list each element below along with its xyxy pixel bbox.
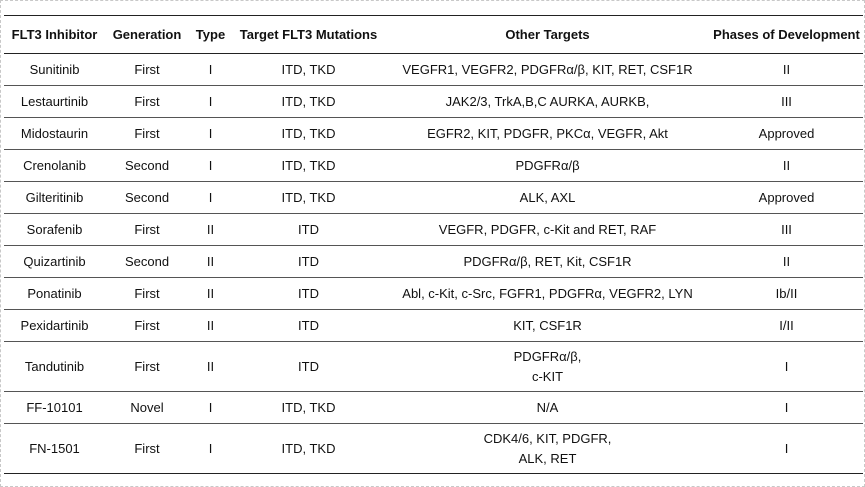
cell-inhibitor: Ponatinib bbox=[4, 278, 105, 310]
cell-phase: II bbox=[710, 246, 863, 278]
cell-mutations: ITD, TKD bbox=[232, 182, 385, 214]
flt3-inhibitors-table bbox=[4, 15, 863, 474]
cell-generation: First bbox=[105, 424, 189, 474]
cell-phase: III bbox=[710, 86, 863, 118]
cell-inhibitor: FF-10101 bbox=[4, 392, 105, 424]
table-row bbox=[4, 214, 863, 246]
cell-type: II bbox=[189, 278, 232, 310]
other-targets-line: JAK2/3, TrkA,B,C AURKA, AURKB, bbox=[445, 93, 650, 109]
other-targets-line: PDGFRα/β, RET, Kit, CSF1R bbox=[463, 253, 632, 269]
cell-phase: I/II bbox=[710, 310, 863, 342]
cell-inhibitor: FN-1501 bbox=[4, 424, 105, 474]
cell-phase: II bbox=[710, 54, 863, 86]
cell-inhibitor: Tandutinib bbox=[4, 342, 105, 392]
cell-other-targets bbox=[385, 150, 710, 182]
cell-other-targets bbox=[385, 342, 710, 392]
other-targets-line: KIT, CSF1R bbox=[513, 317, 582, 333]
cell-other-targets bbox=[385, 54, 710, 86]
other-targets-line: EGFR2, KIT, PDGFR, PKCα, VEGFR, Akt bbox=[427, 125, 668, 141]
cell-type: I bbox=[189, 424, 232, 474]
cell-inhibitor: Sorafenib bbox=[4, 214, 105, 246]
cell-other-targets bbox=[385, 310, 710, 342]
cell-generation: First bbox=[105, 118, 189, 150]
cell-mutations: ITD, TKD bbox=[232, 86, 385, 118]
table-row bbox=[4, 118, 863, 150]
cell-mutations: ITD bbox=[232, 214, 385, 246]
cell-mutations: ITD bbox=[232, 278, 385, 310]
table-row bbox=[4, 54, 863, 86]
cell-inhibitor: Crenolanib bbox=[4, 150, 105, 182]
other-targets-line: ALK, AXL bbox=[519, 189, 576, 205]
header-other-targets: Other Targets bbox=[385, 16, 710, 54]
cell-generation: Second bbox=[105, 182, 189, 214]
other-targets-line: N/A bbox=[536, 399, 559, 415]
table-row bbox=[4, 392, 863, 424]
cell-other-targets bbox=[385, 246, 710, 278]
header-row bbox=[4, 16, 863, 54]
cell-other-targets bbox=[385, 214, 710, 246]
cell-other-targets bbox=[385, 278, 710, 310]
table-row bbox=[4, 182, 863, 214]
other-targets-line: PDGFRα/β bbox=[515, 157, 580, 173]
cell-mutations: ITD bbox=[232, 310, 385, 342]
other-targets-line: VEGFR1, VEGFR2, PDGFRα/β, KIT, RET, CSF1R bbox=[402, 61, 693, 77]
cell-generation: Novel bbox=[105, 392, 189, 424]
cell-mutations: ITD, TKD bbox=[232, 424, 385, 474]
table-body bbox=[4, 54, 863, 474]
cell-phase: I bbox=[710, 392, 863, 424]
cell-other-targets bbox=[385, 118, 710, 150]
cell-type: I bbox=[189, 86, 232, 118]
cell-mutations: ITD, TKD bbox=[232, 118, 385, 150]
header-inhibitor: FLT3 Inhibitor bbox=[4, 16, 105, 54]
cell-mutations: ITD, TKD bbox=[232, 392, 385, 424]
other-targets-line: Abl, c-Kit, c-Src, FGFR1, PDGFRα, VEGFR2, LYN bbox=[402, 285, 693, 301]
cell-inhibitor: Quizartinib bbox=[4, 246, 105, 278]
cell-generation: First bbox=[105, 214, 189, 246]
cell-generation: First bbox=[105, 54, 189, 86]
cell-type: II bbox=[189, 342, 232, 392]
cell-inhibitor: Pexidartinib bbox=[4, 310, 105, 342]
cell-phase: II bbox=[710, 150, 863, 182]
cell-inhibitor: Gilteritinib bbox=[4, 182, 105, 214]
cell-phase: Approved bbox=[710, 182, 863, 214]
table-row bbox=[4, 342, 863, 392]
cell-type: I bbox=[189, 118, 232, 150]
other-targets-line: VEGFR, PDGFR, c-Kit and RET, RAF bbox=[438, 221, 657, 237]
cell-type: I bbox=[189, 150, 232, 182]
cell-generation: First bbox=[105, 278, 189, 310]
cell-phase: Ib/II bbox=[710, 278, 863, 310]
table-row bbox=[4, 86, 863, 118]
cell-phase: I bbox=[710, 342, 863, 392]
table-row bbox=[4, 278, 863, 310]
cell-other-targets bbox=[385, 424, 710, 474]
cell-type: I bbox=[189, 392, 232, 424]
cell-phase: I bbox=[710, 424, 863, 474]
cell-type: II bbox=[189, 246, 232, 278]
header-generation: Generation bbox=[105, 16, 189, 54]
table-row bbox=[4, 310, 863, 342]
table-row bbox=[4, 424, 863, 474]
cell-mutations: ITD bbox=[232, 342, 385, 392]
cell-inhibitor: Sunitinib bbox=[4, 54, 105, 86]
cell-type: I bbox=[189, 182, 232, 214]
cell-generation: First bbox=[105, 342, 189, 392]
table-row bbox=[4, 150, 863, 182]
other-targets-line: PDGFRα/β, bbox=[513, 348, 582, 364]
other-targets-line: CDK4/6, KIT, PDGFR, bbox=[483, 430, 612, 446]
cell-generation: Second bbox=[105, 246, 189, 278]
cell-type: I bbox=[189, 54, 232, 86]
cell-other-targets bbox=[385, 86, 710, 118]
cell-inhibitor: Lestaurtinib bbox=[4, 86, 105, 118]
cell-inhibitor: Midostaurin bbox=[4, 118, 105, 150]
cell-other-targets bbox=[385, 182, 710, 214]
table-row bbox=[4, 246, 863, 278]
cell-other-targets bbox=[385, 392, 710, 424]
cell-mutations: ITD, TKD bbox=[232, 150, 385, 182]
cell-generation: Second bbox=[105, 150, 189, 182]
cell-generation: First bbox=[105, 310, 189, 342]
cell-type: II bbox=[189, 214, 232, 246]
header-type: Type bbox=[189, 16, 232, 54]
cell-generation: First bbox=[105, 86, 189, 118]
other-targets-line: ALK, RET bbox=[518, 450, 577, 466]
cell-phase: Approved bbox=[710, 118, 863, 150]
cell-mutations: ITD, TKD bbox=[232, 54, 385, 86]
header-mutations: Target FLT3 Mutations bbox=[232, 16, 385, 54]
cell-type: II bbox=[189, 310, 232, 342]
cell-mutations: ITD bbox=[232, 246, 385, 278]
other-targets-line: c-KIT bbox=[531, 368, 564, 384]
header-phase: Phases of Development bbox=[710, 16, 863, 54]
table-header bbox=[4, 16, 863, 54]
cell-phase: III bbox=[710, 214, 863, 246]
